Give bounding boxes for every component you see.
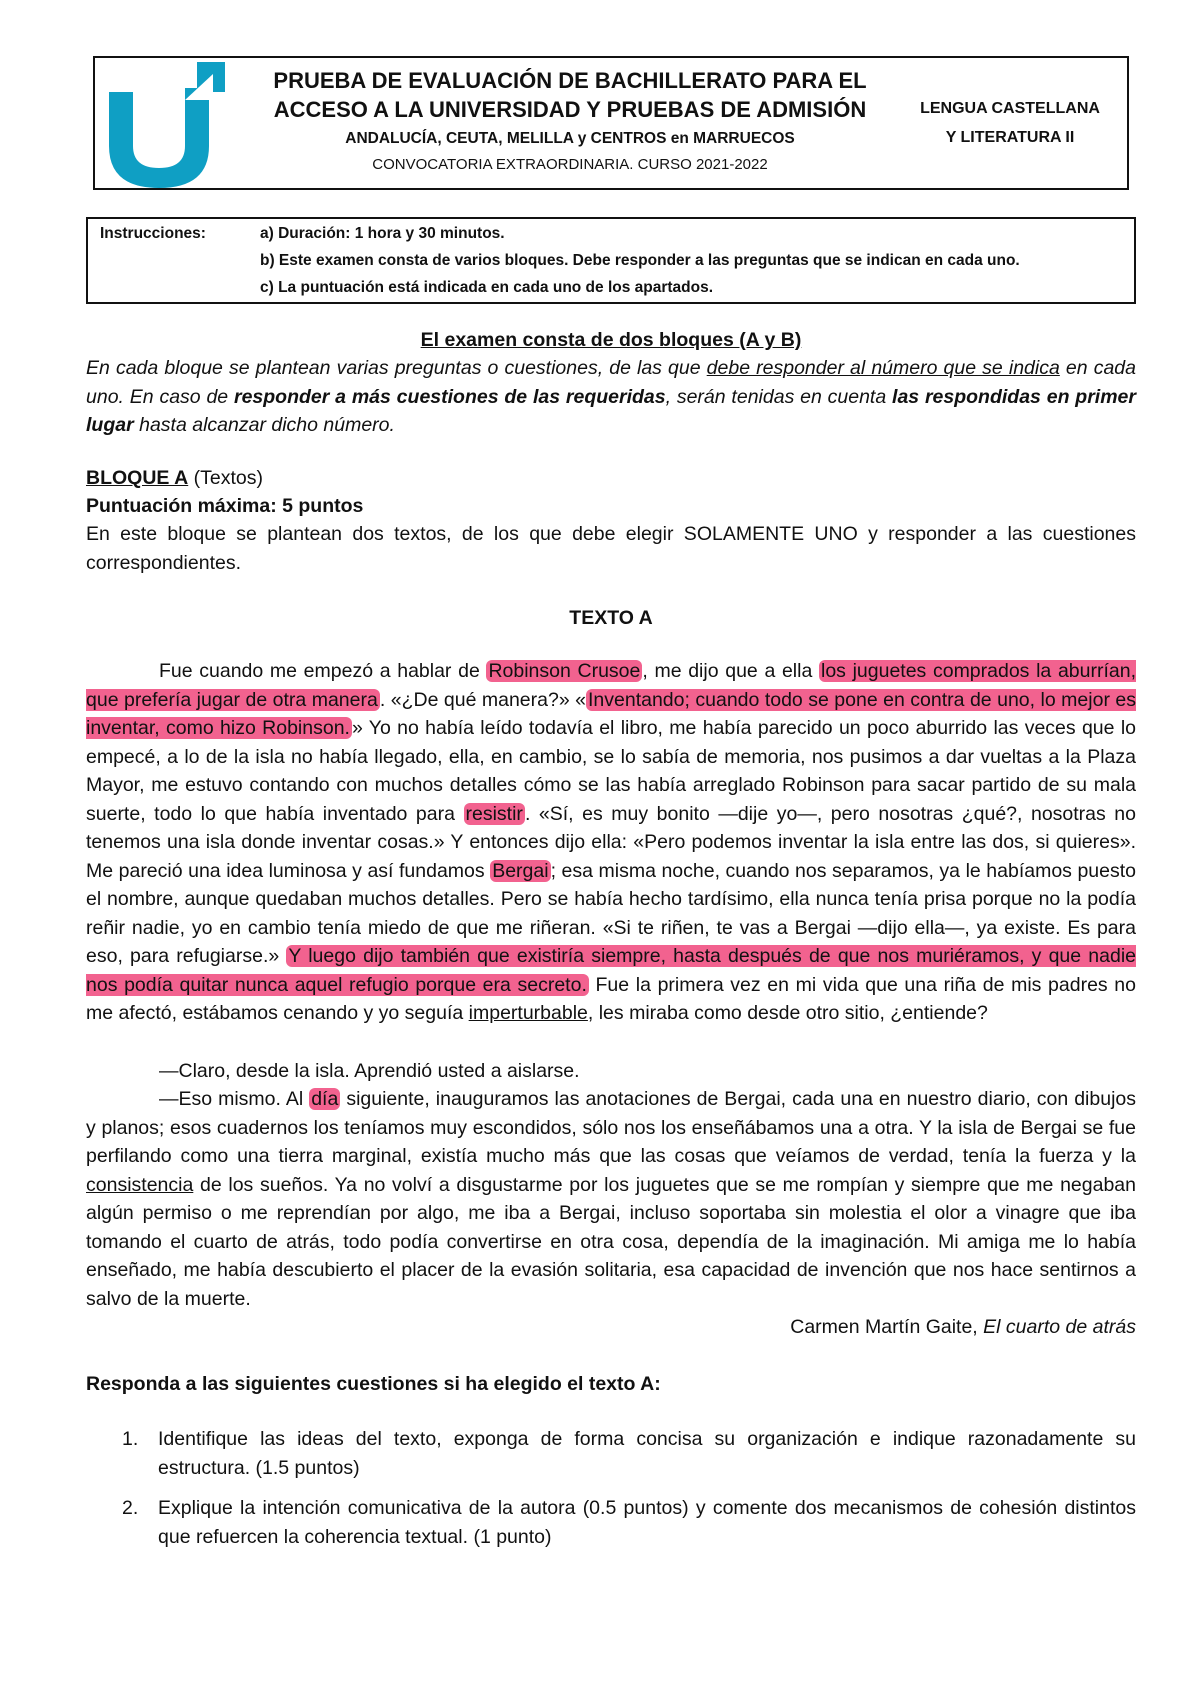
texto-a-title: TEXTO A xyxy=(569,607,653,629)
header-regions: ANDALUCÍA, CEUTA, MELILLA y CENTROS en MARRUECOS xyxy=(345,130,795,147)
bloque-a-puntuacion: Puntuación máxima: 5 puntos xyxy=(86,495,364,517)
texto-a-dialogue-1: —Claro, desde la isla. Aprendió usted a aislarse. xyxy=(159,1060,580,1082)
instruction-item: a) Duración: 1 hora y 30 minutos. xyxy=(260,225,505,242)
header-convocatoria: CONVOCATORIA EXTRAORDINARIA. CURSO 2021-2022 xyxy=(372,156,768,173)
highlight: Robinson Crusoe xyxy=(488,660,641,682)
texto-a-dialogue-2: —Eso mismo. Al día siguiente, inauguramos las anotaciones de Bergai, cada una en nuestro diario, con dibujos y planos; esos cuadernos los teníamos muy escondidos, sólo nos los enseñábamos una a otra. Y la isla de Bergai se fue perfilando como una tierra marginal, existía mucho más que las cosas que veíamos de verdad, tenía la fuerza y la consistencia de los sueños. Ya no volví a disgustarme por los juguetes que se me rompían y siempre que me negaban algún permiso o me reprendían por algo, me iba a Bergai, incluso soportaba sin molestia el olor a vinagre que iba tomando el cuarto de atrás, todo podía convertirse en otra cosa, dependía de la imaginación. Mi amiga me lo había enseñado, me había descubierto el placer de la evasión solitaria, esa capacidad de invención que nos hace sentirnos a salvo de la muerte. xyxy=(86,1088,1136,1310)
header-titles xyxy=(245,66,895,173)
highlight: los juguetes comprados la aburrían, que prefería jugar de otra manera xyxy=(86,660,1136,711)
subject-name xyxy=(895,94,1125,152)
university-logo-icon xyxy=(101,62,225,188)
instruction-item: b) Este examen consta de varios bloques. Debe responder a las preguntas que se indican en cada uno. xyxy=(260,252,1020,269)
exam-header xyxy=(93,56,1129,190)
questions-heading: Responda a las siguientes cuestiones si ha elegido el texto A: xyxy=(86,1373,661,1395)
highlight: Bergai xyxy=(492,859,549,882)
instruction-item: c) La puntuación está indicada en cada uno de los apartados. xyxy=(260,279,714,296)
underlined-word: consistencia xyxy=(86,1173,194,1196)
question-item: 1. Identifique las ideas del texto, exponga de forma concisa su organización e indique razonadamente su estructura. (1.5 puntos) xyxy=(122,1428,1136,1479)
texto-a-attribution: Carmen Martín Gaite, El cuarto de atrás xyxy=(790,1316,1136,1338)
exam-structure-paragraph: En cada bloque se plantean varias preguntas o cuestiones, de las que debe responder al número que se indica en cada uno. En caso de responder a más cuestiones de las requeridas, serán tenidas en cuenta las respondidas en primer lugar hasta alcanzar dicho número. xyxy=(86,357,1136,436)
texto-a-paragraph: Fue cuando me empezó a hablar de Robinson Crusoe , me dijo que a ella los juguetes comprados la aburrían, que prefería jugar de otra manera . «¿De qué manera?» « Inventando; cuando todo se pone en contra de uno, lo mejor es inventar, como hizo Robinson. » Yo no había leído todavía el libro, me había parecido un poco aburrido las veces que lo empecé, a lo de la isla no había llegado, ella, en cambio, se lo sabía de memoria, nos pusimos a dar vueltas a la Plaza Mayor, me estuvo contando con muchos detalles cómo se las había arreglado Robinson para sacar partido de su mala suerte, todo lo que había inventado para resistir . «Sí, es muy bonito —dije yo—, pero nosotras ¿qué?, nosotras no tenemos una isla donde inventar cosas.» Y entonces dijo ella: «Pero podemos inventar la isla entre las dos, si quieres». Me pareció una idea luminosa y así fundamos Bergai ; esa misma noche, cuando nos separamos, ya le habíamos puesto el nombre, aunque quedaban muchos detalles. Pero se había hecho tardísimo, ella nunca tenía prisa porque no la podía reñir nadie, yo en cambio tenía miedo de que me riñeran. «Si te riñen, te vas a Bergai —dijo ella—, ya existe. Es para eso, para refugiarse.» Y luego dijo también que existiría siempre, hasta después de que nos muriéramos, y que nadie nos podía quitar nunca aquel refugio porque era secreto. Fue la primera vez en mi vida que una riña de mis padres no me afectó, estábamos cenando y yo seguía imperturbable, les miraba como desde otro sitio, ¿entiende? xyxy=(86,660,1137,1024)
highlight: Inventando; cuando todo se pone en contra de uno, lo mejor es inventar, como hizo Robinson. xyxy=(86,688,1136,739)
questions-list xyxy=(86,1425,1136,1563)
underlined-word: imperturbable xyxy=(468,1002,588,1024)
question-item: 2. Explique la intención comunicativa de la autora (0.5 puntos) y comente dos mecanismos de cohesión distintos que refuercen la coherencia textual. (1 punto) xyxy=(122,1497,1136,1548)
instructions-box xyxy=(86,217,1136,304)
header-title-line1: PRUEBA DE EVALUACIÓN DE BACHILLERATO PARA EL xyxy=(273,68,867,93)
highlight: Y luego dijo también que existiría siempre, hasta después de que nos muriéramos, y que nadie nos podía quitar nunca aquel refugio porque era secreto. xyxy=(86,945,1137,996)
highlight: resistir xyxy=(465,802,523,825)
highlight: día xyxy=(311,1088,339,1110)
subject-line1: LENGUA CASTELLANA xyxy=(920,100,1100,117)
subject-line2: Y LITERATURA II xyxy=(945,129,1075,146)
header-title-line2: ACCESO A LA UNIVERSIDAD Y PRUEBAS DE ADMISIÓN xyxy=(273,97,867,122)
instructions-label: Instrucciones: xyxy=(100,225,206,242)
bloque-a-title: BLOQUE A (Textos) xyxy=(86,467,263,489)
bloque-a-description: En este bloque se plantean dos textos, de los que debe elegir SOLAMENTE UNO y responder a las cuestiones correspondientes. xyxy=(86,523,1136,574)
exam-structure-heading: El examen consta de dos bloques (A y B) xyxy=(420,329,802,351)
